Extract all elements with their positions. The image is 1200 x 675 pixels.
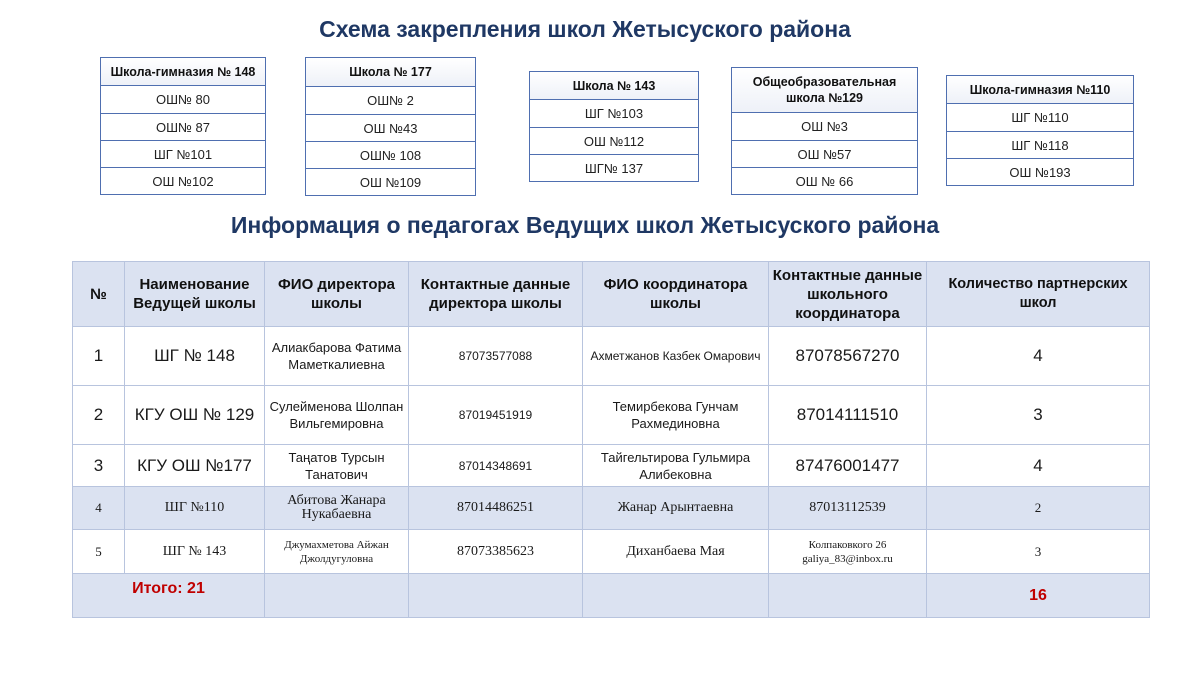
scheme-item: ОШ №57 xyxy=(732,140,917,167)
cell-director-contact: 87014486251 xyxy=(409,487,583,530)
header-partners: Количество партнерских школ xyxy=(927,262,1150,327)
header-number: № xyxy=(73,262,125,327)
cell-school: КГУ ОШ №177 xyxy=(125,445,265,487)
cell-director: Сулейменова Шолпан Вильгемировна xyxy=(265,386,409,445)
scheme-box-177 xyxy=(305,57,476,196)
cell-coordinator-contact: 87476001477 xyxy=(769,445,927,487)
cell-coordinator: Ахметжанов Казбек Омарович xyxy=(583,327,769,386)
cell-school: ШГ № 143 xyxy=(125,530,265,574)
table-total-row xyxy=(73,574,1150,618)
cell-coordinator-contact: 87078567270 xyxy=(769,327,927,386)
table-row xyxy=(73,327,1150,386)
cell-coordinator-contact: 87013112539 xyxy=(769,487,927,530)
scheme-item: ШГ №118 xyxy=(947,131,1133,158)
scheme-box-header: Школа № 143 xyxy=(530,72,698,100)
teachers-table xyxy=(72,261,1150,618)
header-director-contact: Контактные данные директора школы xyxy=(409,262,583,327)
scheme-item: ОШ№ 108 xyxy=(306,141,475,168)
cell-coordinator-contact: Колпаковкого 26 galiya_83@inbox.ru xyxy=(769,530,927,574)
total-cell xyxy=(73,574,265,618)
cell-coordinator: Тайгельтирова Гульмира Алибековна xyxy=(583,445,769,487)
scheme-item: ШГ№ 137 xyxy=(530,154,698,181)
scheme-box-143 xyxy=(529,71,699,182)
scheme-item: ОШ №43 xyxy=(306,114,475,141)
total-partners-cell xyxy=(927,574,1150,618)
cell-partners: 4 xyxy=(927,445,1150,487)
scheme-item: ОШ№ 80 xyxy=(155,92,211,107)
empty-cell xyxy=(769,574,927,618)
scheme-box-110 xyxy=(946,75,1134,186)
scheme-box-header: Школа-гимназия №110 xyxy=(947,76,1133,104)
cell-partners: 3 xyxy=(927,530,1150,574)
empty-cell xyxy=(265,574,409,618)
cell-number: 4 xyxy=(73,487,125,530)
cell-coordinator-contact: 87014111510 xyxy=(769,386,927,445)
scheme-box-header: Общеобразовательная школа №129 xyxy=(732,68,917,113)
scheme-item: ОШ№ 87 xyxy=(101,113,265,140)
cell-director-contact: 87073385623 xyxy=(409,530,583,574)
cell-director-contact: 87014348691 xyxy=(409,445,583,487)
scheme-item: ОШ №3 xyxy=(801,119,848,134)
scheme-item: ОШ № 66 xyxy=(732,167,917,194)
table-row xyxy=(73,445,1150,487)
scheme-item: ШГ №110 xyxy=(1011,110,1069,125)
scheme-item: ШГ №103 xyxy=(584,106,644,121)
cell-partners: 3 xyxy=(927,386,1150,445)
total-partners: 16 xyxy=(1029,586,1047,604)
cell-coordinator: Темирбекова Гунчам Рахмединовна xyxy=(583,386,769,445)
cell-coordinator: Диханбаева Мая xyxy=(583,530,769,574)
header-coordinator: ФИО координатора школы xyxy=(583,262,769,327)
cell-director: Абитова Жанара Нукабаевна xyxy=(265,487,409,530)
scheme-box-header: Школа № 177 xyxy=(306,58,475,87)
cell-coordinator: Жанар Арынтаевна xyxy=(583,487,769,530)
scheme-item: ОШ №193 xyxy=(947,158,1133,185)
scheme-box-header: Школа-гимназия № 148 xyxy=(101,58,265,86)
cell-school: ШГ № 148 xyxy=(125,327,265,386)
cell-school: КГУ ОШ № 129 xyxy=(125,386,265,445)
empty-cell xyxy=(583,574,769,618)
cell-school: ШГ №110 xyxy=(125,487,265,530)
total-label: Итого: 21 xyxy=(132,580,205,597)
cell-number: 2 xyxy=(73,386,125,445)
cell-number: 1 xyxy=(73,327,125,386)
empty-cell xyxy=(409,574,583,618)
scheme-item: ОШ№ 2 xyxy=(367,93,414,108)
table-header-row xyxy=(73,262,1150,327)
cell-number: 5 xyxy=(73,530,125,574)
cell-director: Джумахметова Айжан Джолдугуловна xyxy=(265,530,409,574)
scheme-title: Схема закрепления школ Жетысуского района xyxy=(319,16,851,42)
cell-partners: 2 xyxy=(927,487,1150,530)
scheme-box-129 xyxy=(731,67,918,195)
scheme-item: ОШ №102 xyxy=(101,167,265,194)
table-row xyxy=(73,530,1150,574)
cell-director: Алиакбарова Фатима Маметкалиевна xyxy=(265,327,409,386)
scheme-item: ОШ №112 xyxy=(530,127,698,154)
header-coordinator-contact: Контактные данные школьного координатора xyxy=(769,262,927,327)
header-school: Наименование Ведущей школы xyxy=(125,262,265,327)
cell-director-contact: 87073577088 xyxy=(409,327,583,386)
info-title: Информация о педагогах Ведущих школ Жетысуского района xyxy=(230,212,940,238)
header-director: ФИО директора школы xyxy=(265,262,409,327)
cell-director-contact: 87019451919 xyxy=(409,386,583,445)
table-row xyxy=(73,386,1150,445)
cell-director: Таңатов Турсын Танатович xyxy=(265,445,409,487)
scheme-item: ОШ №109 xyxy=(306,168,475,195)
cell-partners: 4 xyxy=(927,327,1150,386)
table-row xyxy=(73,487,1150,530)
scheme-item: ШГ №101 xyxy=(101,140,265,167)
scheme-box-148 xyxy=(100,57,266,195)
cell-number: 3 xyxy=(73,445,125,487)
